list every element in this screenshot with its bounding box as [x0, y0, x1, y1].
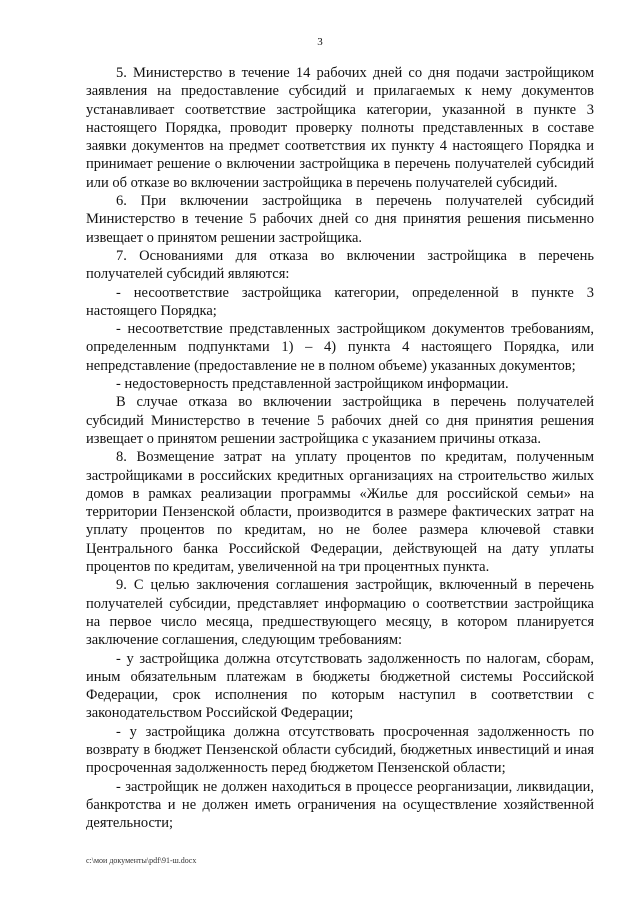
- paragraph-9-item-2: - у застройщика должна отсутствовать просроченная задолженность по возврату в бюджет Пензенской области субсидий, бюджетных инвестиций и иная просроченная задолженность перед бюджетом Пензенской области;: [86, 723, 594, 777]
- paragraph-5: 5. Министерство в течение 14 рабочих дней со дня подачи застройщиком заявления на предоставление субсидий и прилагаемых к нему документов устанавливает соответствие застройщика категории, указанной в пункте 3 настоящего Порядка, проводит проверку полноты представленных в составе заявки документов на предмет соответствия их пункту 4 настоящего Порядка и принимает решение о включении застройщика в перечень получателей субсидий или об отказе во включении застройщика в перечень получателей субсидий.: [86, 65, 594, 191]
- document-body: [86, 64, 594, 832]
- paragraph-9-item-1: - у застройщика должна отсутствовать задолженность по налогам, сборам, иным обязательным платежам в бюджеты бюджетной системы Российской Федерации, срок исполнения по которым наступил в соответствии с законодательством Российской Федерации;: [86, 650, 594, 722]
- paragraph-8: 8. Возмещение затрат на уплату процентов по кредитам, полученным застройщиками в российских кредитных организациях на строительство жилых домов в рамках реализации программы «Жилье для российской семьи» на территории Пензенской области, производится в размере фактических затрат на уплату процентов по кредитам, но не более размера ключевой ставки Центрального банка Российской Федерации, действующей на дату уплаты процентов по кредитам, увеличенной на три процентных пункта.: [86, 449, 594, 576]
- paragraph-6: 6. При включении застройщика в перечень получателей субсидий Министерство в течение 5 рабочих дней со дня принятия решения письменно извещает о принятом решении застройщика.: [86, 193, 594, 246]
- paragraph-7-item-2: - несоответствие представленных застройщиком документов требованиям, определенным подпунктами 1) – 4) пункта 4 настоящего Порядка, или непредставление (предоставление не в полном объеме) указанных документов;: [86, 321, 594, 374]
- paragraph-7-refusal-notice: В случае отказа во включении застройщика в перечень получателей субсидий Министерство в течение 5 рабочих дней со дня принятия решения извещает о принятом решении застройщика с указанием причины отказа.: [86, 394, 594, 447]
- paragraph-7: 7. Основаниями для отказа во включении застройщика в перечень получателей субсидий являются:: [86, 247, 594, 283]
- paragraph-9-item-3: - застройщик не должен находиться в процессе реорганизации, ликвидации, банкротства и не должен иметь ограничения на осуществление хозяйственной деятельности;: [86, 778, 594, 832]
- page-number: 3: [317, 36, 323, 48]
- paragraph-7-item-1: - несоответствие застройщика категории, определенной в пункте 3 настоящего Порядка;: [86, 284, 594, 319]
- paragraph-9: 9. С целью заключения соглашения застройщик, включенный в перечень получателей субсидии, представляет информацию о соответствии застройщика на первое число месяца, предшествующего месяцу, в котором планируется заключение соглашения, следующим требованиям:: [86, 577, 594, 649]
- footer-file-path: c:\мои документы\pdf\91-ш.docx: [86, 856, 197, 865]
- paragraph-7-item-3: - недостоверность представленной застройщиком информации.: [116, 376, 509, 393]
